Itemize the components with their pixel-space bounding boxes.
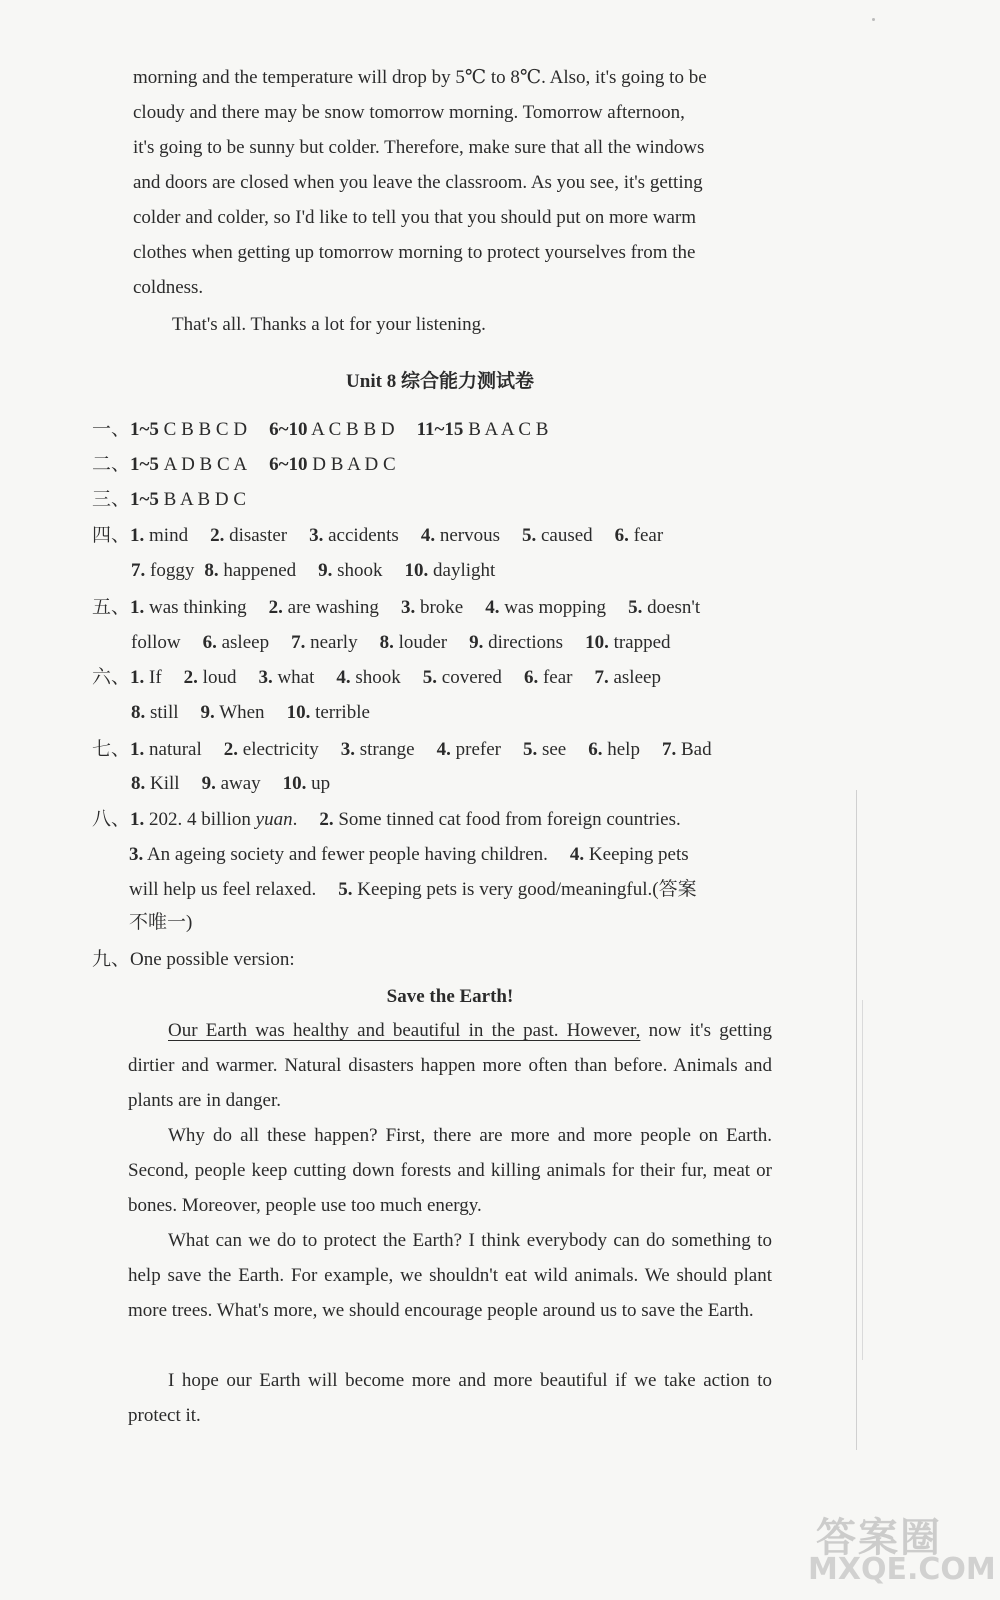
scan-edge-line	[856, 790, 857, 1450]
essay-paragraph-2: Why do all these happen? First, there are more and more people on Earth. Second, people keep cutting down forests and killing animals for their fur, meat or bones. Moreover, people use too much energy.	[128, 1125, 772, 1216]
transcript-line-2: cloudy and there may be snow tomorrow morning. Tomorrow afternoon,	[133, 102, 685, 123]
transcript-line-6: clothes when getting up tomorrow morning to protect yourselves from the	[133, 242, 696, 263]
section-5-label: 五、	[92, 597, 131, 618]
section-8-line-2: 3. An ageing society and fewer people having children. 4. Keeping pets	[129, 844, 689, 865]
section-7-label: 七、	[92, 739, 131, 760]
section-4-line-1: 四、1. mind 2. disaster 3. accidents 4. nervous 5. caused 6. fear	[92, 525, 664, 546]
section-8-line-4: 不唯一)	[129, 912, 193, 933]
section-6-line-1: 六、1. If 2. loud 3. what 4. shook 5. covered 6. fear 7. asleep	[92, 667, 661, 688]
section-8-label: 八、	[92, 809, 131, 830]
section-1: 一、1~5 C B B C D 6~10 A C B B D 11~15 B A A C B	[92, 419, 549, 440]
transcript-line-1: morning and the temperature will drop by 5℃ to 8℃. Also, it's going to be	[133, 67, 707, 88]
section-8-line-3: will help us feel relaxed. 5. Keeping pets is very good/meaningful.(答案	[129, 879, 697, 900]
section-2: 二、1~5 A D B C A 6~10 D B A D C	[92, 454, 396, 475]
section-9-label: 九、	[92, 949, 131, 970]
transcript-line-5: colder and colder, so I'd like to tell you that you should put on more warm	[133, 207, 697, 228]
section-7-line-2: 8. Kill 9. away 10. up	[131, 773, 331, 794]
section-5-line-2: follow 6. asleep 7. nearly 8. louder 9. directions 10. trapped	[131, 632, 671, 653]
section-1-label: 一、	[92, 419, 131, 440]
transcript-line-4: and doors are closed when you leave the classroom. As you see, it's getting	[133, 172, 703, 193]
essay-paragraph-1: Our Earth was healthy and beautiful in the past. However, now it's getting dirtier and warmer. Natural disasters happen more often than before. Animals and plants are in danger.	[128, 1020, 772, 1111]
essay-paragraph-3: What can we do to protect the Earth? I think everybody can do something to help save the Earth. For example, we shouldn't eat wild animals. We should plant more trees. What's more, we should encourage people around us to save the Earth.	[128, 1230, 772, 1321]
section-7-line-1: 七、1. natural 2. electricity 3. strange 4. prefer 5. see 6. help 7. Bad	[92, 739, 712, 760]
section-4-line-2: 7. foggy 8. happened 9. shook 10. daylight	[131, 560, 496, 581]
section-3-label: 三、	[92, 489, 131, 510]
essay-title: Save the Earth!	[386, 986, 514, 1007]
essay-paragraph-4: I hope our Earth will become more and more beautiful if we take action to protect it.	[128, 1370, 772, 1426]
section-4-label: 四、	[92, 525, 131, 546]
section-6-line-2: 8. still 9. When 10. terrible	[131, 702, 370, 723]
scan-edge-line-2	[862, 1000, 863, 1360]
section-6-label: 六、	[92, 667, 131, 688]
section-8-line-1: 八、1. 202. 4 billion yuan. 2. Some tinned cat food from foreign countries.	[92, 809, 681, 830]
transcript-line-7: coldness.	[133, 277, 204, 298]
transcript-closing: That's all. Thanks a lot for your listening.	[172, 314, 486, 335]
section-3: 三、1~5 B A B D C	[92, 489, 247, 510]
watermark-logo: 答案圈 MXQE.COM	[808, 1515, 996, 1587]
unit-title: Unit 8 综合能力测试卷	[346, 371, 534, 392]
scan-speck	[872, 18, 875, 21]
section-9: 九、One possible version:	[92, 949, 295, 970]
essay-underlined-sentence: Our Earth was healthy and beautiful in the past. However,	[168, 1020, 641, 1041]
section-2-label: 二、	[92, 454, 131, 475]
section-5-line-1: 五、1. was thinking 2. are washing 3. broke 4. was mopping 5. doesn't	[92, 597, 701, 618]
transcript-line-3: it's going to be sunny but colder. Therefore, make sure that all the windows	[133, 137, 705, 158]
